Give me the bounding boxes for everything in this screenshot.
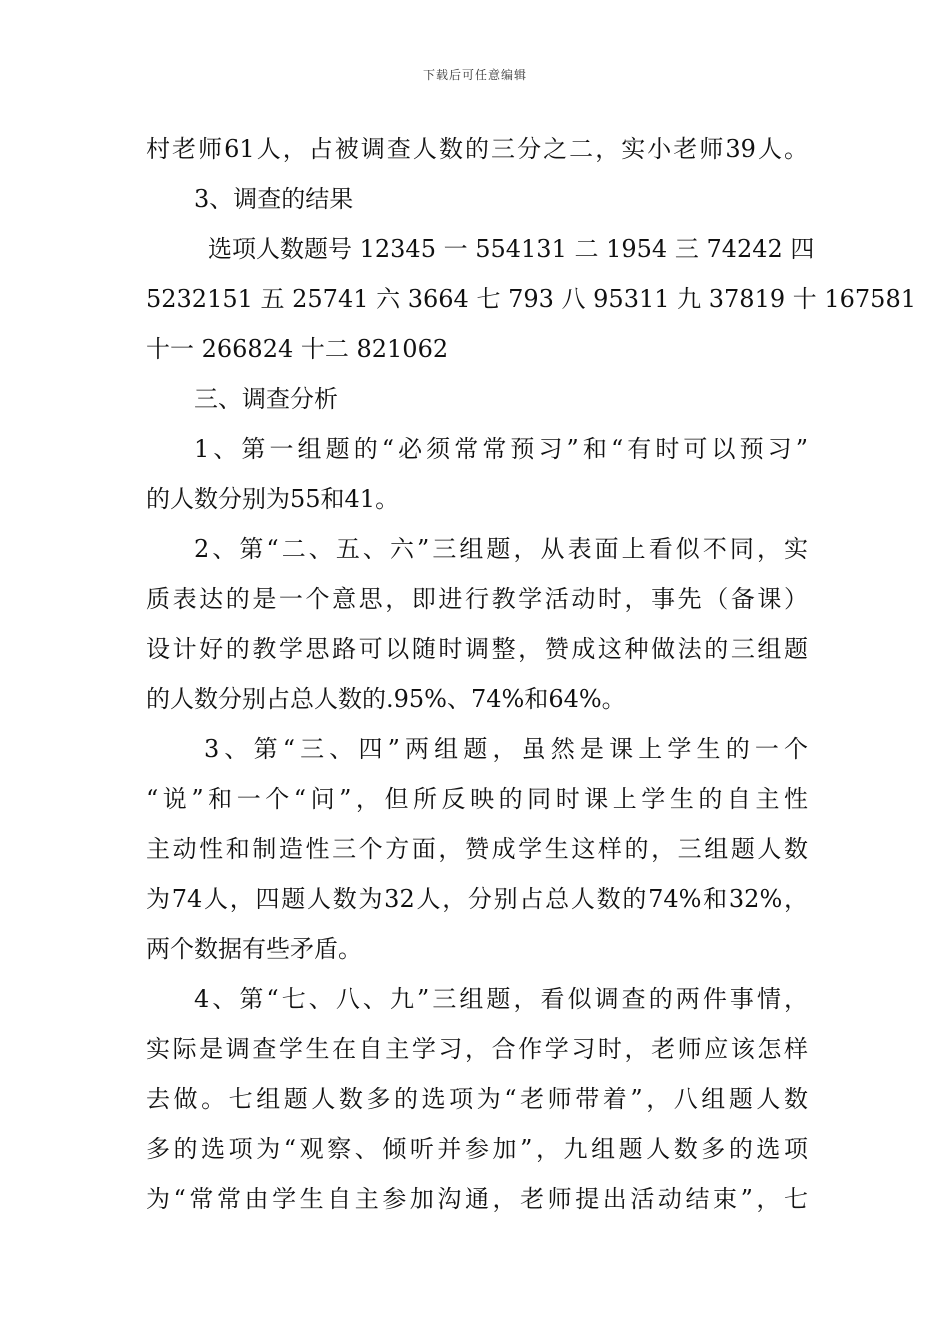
text-line: 村老师61人，占被调查人数的三分之二，实小老师39人。 <box>146 135 808 163</box>
text-line: 的人数分别为55和41。 <box>146 485 400 513</box>
text-line: 主动性和制造性三个方面，赞成学生这样的，三组题人数 <box>146 835 808 863</box>
text-line: 选项人数题号 12345 一 554131 二 1954 三 74242 四 <box>208 235 815 263</box>
text-line: 多的选项为“观察、倾听并参加”，九组题人数多的选项 <box>146 1135 808 1163</box>
text-line: 2、第“二、五、六”三组题，从表面上看似不同，实 <box>194 535 808 563</box>
text-line: 1、第一组题的“必须常常预习”和“有时可以预习” <box>194 435 808 463</box>
text-line: 5232151 五 25741 六 3664 七 793 八 95311 九 37819 十 167581 <box>146 285 916 313</box>
text-line: 十一 266824 十二 821062 <box>146 335 449 363</box>
text-line: 为74人，四题人数为32人，分别占总人数的74%和32%， <box>146 885 808 913</box>
text-line: 4、第“七、八、九”三组题，看似调查的两件事情， <box>194 985 808 1013</box>
text-line: 设计好的教学思路可以随时调整，赞成这种做法的三组题 <box>146 635 808 663</box>
text-line: 质表达的是一个意思，即进行教学活动时，事先（备课） <box>146 585 808 613</box>
text-line: 为“常常由学生自主参加沟通，老师提出活动结束”，七 <box>146 1185 808 1213</box>
section-heading: 3、调查的结果 <box>194 185 354 213</box>
document-body <box>146 124 916 1224</box>
text-line: 实际是调查学生在自主学习，合作学习时，老师应该怎样 <box>146 1035 808 1063</box>
text-line: “说”和一个“问”，但所反映的同时课上学生的自主性 <box>146 785 808 813</box>
text-line: 3、第“三、四”两组题，虽然是课上学生的一个 <box>204 735 808 763</box>
section-heading: 三、调查分析 <box>194 385 338 413</box>
page-header: 下载后可任意编辑 <box>422 68 527 82</box>
text-line: 两个数据有些矛盾。 <box>146 935 362 963</box>
text-line: 的人数分别占总人数的.95%、74%和64%。 <box>146 685 626 713</box>
text-line: 去做。七组题人数多的选项为“老师带着”，八组题人数 <box>146 1085 808 1113</box>
